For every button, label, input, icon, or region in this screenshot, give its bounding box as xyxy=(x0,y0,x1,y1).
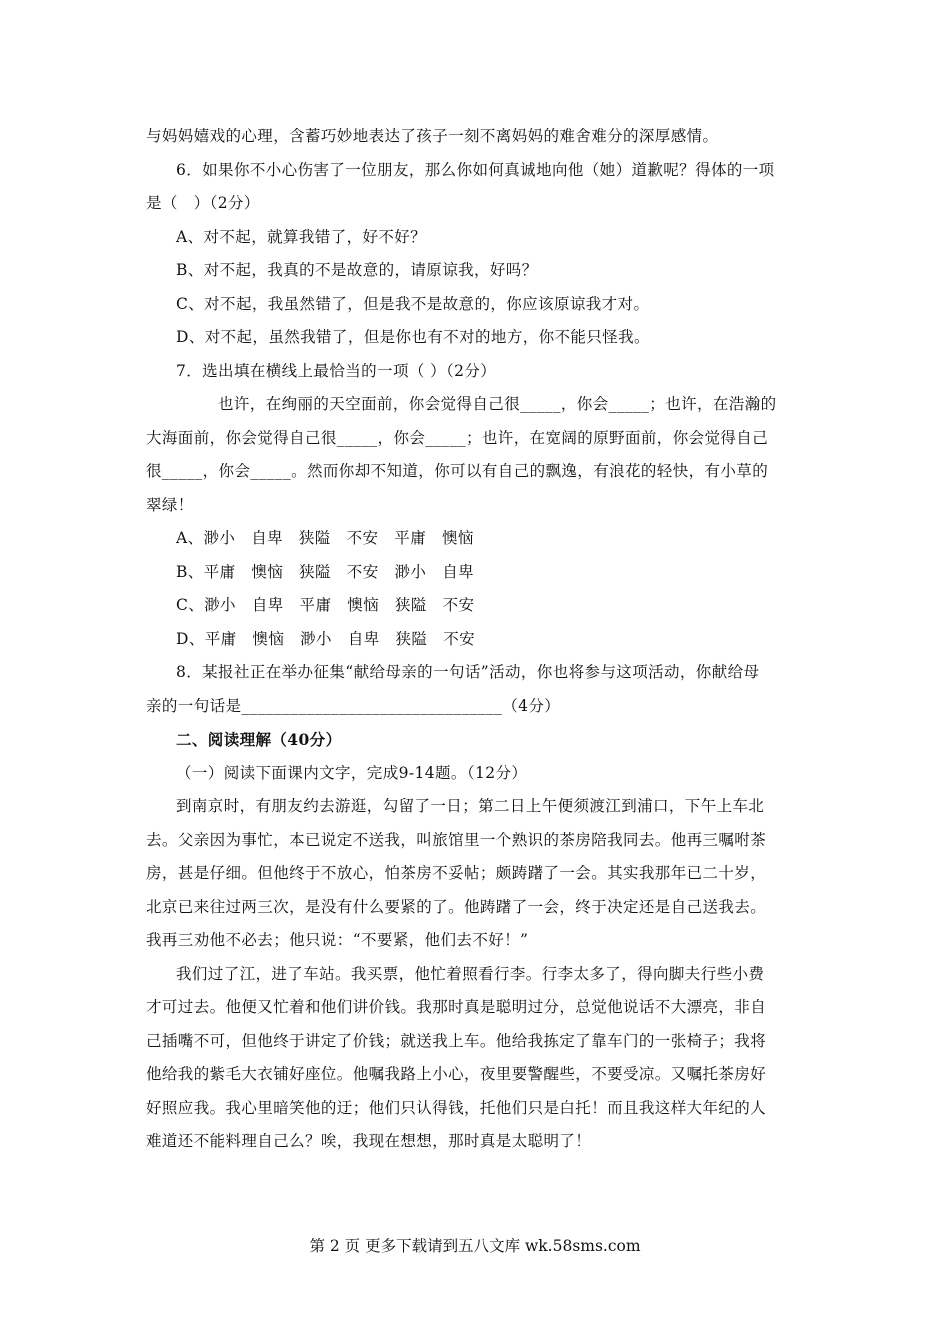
text-line: B、平庸 懊恼 狭隘 不安 渺小 自卑 xyxy=(176,562,474,581)
text-line: 房，甚是仔细。但他终于不放心，怕茶房不妥帖；颇踌躇了一会。其实我那年已二十岁， xyxy=(146,864,767,882)
text-line: 也许，在绚丽的天空面前，你会觉得自己很_____，你会_____；也许，在浩瀚的 xyxy=(218,395,777,413)
text-line: 好照应我。我心里暗笑他的迂；他们只认得钱，托他们只是白托！而且我这样大年纪的人 xyxy=(146,1098,767,1117)
text-line: 大海面前，你会觉得自己很_____，你会_____；也许，在宽阔的原野面前，你会觉得自己 xyxy=(146,428,769,447)
text-line: 6．如果你不小心伤害了一位朋友，那么你如何真诚地向他（她）道歉呢？得体的一项 xyxy=(176,160,775,179)
text-line: 与妈妈嬉戏的心理，含蓄巧妙地表达了孩子一刻不离妈妈的难舍难分的深厚感情。 xyxy=(146,127,719,145)
text-line: 7．选出填在横线上最恰当的一项（ ）（2分） xyxy=(176,361,497,380)
text-line: A、对不起，就算我错了，好不好？ xyxy=(176,227,427,246)
text-line: 我们过了江，进了车站。我买票，他忙着照看行李。行李太多了，得向脚夫行些小费 xyxy=(176,964,765,983)
text-line: 到南京时，有朋友约去游逛，勾留了一日；第二日上午便须渡江到浦口，下午上车北 xyxy=(176,797,765,815)
text-line: 己插嘴不可，但他终于讲定了价钱；就送我上车。他给我拣定了靠车门的一张椅子；我将 xyxy=(146,1031,767,1050)
text-line: C、渺小 自卑 平庸 懊恼 狭隘 不安 xyxy=(176,596,475,614)
text-line: 他给我的紫毛大衣铺好座位。他嘱我路上小心，夜里要警醒些，不要受凉。又嘱托茶房好 xyxy=(146,1065,767,1083)
text-line: 翠绿！ xyxy=(146,495,194,514)
document-page xyxy=(146,120,812,1159)
text-line: D、对不起，虽然我错了，但是你也有不对的地方，你不能只怪我。 xyxy=(176,328,650,346)
text-line: 亲的一句话是________________________________（4分） xyxy=(146,696,561,715)
text-line: A、渺小 自卑 狭隘 不安 平庸 懊恼 xyxy=(176,529,474,547)
text-line: C、对不起，我虽然错了，但是我不是故意的，你应该原谅我才对。 xyxy=(176,294,650,313)
text-line: 我再三劝他不必去；他只说：“不要紧，他们去不好！” xyxy=(146,931,529,949)
text-line: （一）阅读下面课内文字，完成9-14题。（12分） xyxy=(176,763,528,782)
text-line: 很_____，你会_____。然而你却不知道，你可以有自己的飘逸，有浪花的轻快，有小草的 xyxy=(146,462,769,480)
text-line: B、对不起，我真的不是故意的，请原谅我，好吗？ xyxy=(176,261,538,279)
text-line: 是（ ）（2分） xyxy=(146,194,260,212)
text-line: 二、阅读理解（40分） xyxy=(176,730,342,749)
page-footer: 第 2 页 更多下载请到五八文库 wk.58sms.com xyxy=(309,1237,641,1255)
text-line: D、平庸 懊恼 渺小 自卑 狭隘 不安 xyxy=(176,629,476,648)
text-line: 8．某报社正在举办征集“献给母亲的一句话”活动，你也将参与这项活动，你献给母 xyxy=(176,663,760,681)
text-line: 去。父亲因为事忙，本已说定不送我，叫旅馆里一个熟识的茶房陪我同去。他再三嘱咐茶 xyxy=(146,830,767,849)
text-line: 难道还不能料理自己么？唉，我现在想想，那时真是太聪明了！ xyxy=(146,1132,592,1150)
text-line: 北京已来往过两三次，是没有什么要紧的了。他踌躇了一会，终于决定还是自己送我去。 xyxy=(146,897,767,916)
text-line: 才可过去。他便又忙着和他们讲价钱。我那时真是聪明过分，总觉他说话不大漂亮，非自 xyxy=(146,998,767,1016)
